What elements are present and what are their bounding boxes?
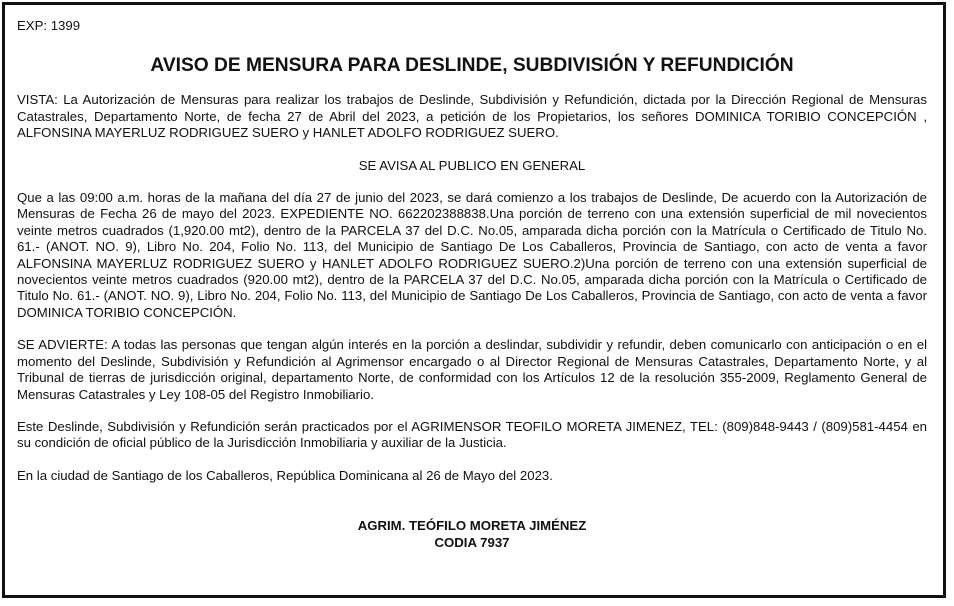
expedient-number: EXP: 1399 <box>17 18 81 33</box>
signature-block <box>17 517 927 551</box>
signature-codia: CODIA 7937 <box>434 535 510 551</box>
public-notice-heading: SE AVISA AL PUBLICO EN GENERAL <box>358 157 586 173</box>
warning-paragraph: SE ADVIERTE: A todas las personas que tengan algún interés en la porción a deslindar, subdividir y refundir, deben comunicarlo con anticipación o en el momento del Deslinde, Subdivisión y Refundición al Agrimensor encargado o al Director Regional de Mensuras Catastrales, Departamento Norte, y al Tribunal de tierras de jurisdicción original, departamento Norte, de conformidad con los Artículos 12 de la resolución 355-2009, Reglamento General de Mensuras Catastrales y Ley 108-05 del Registro Inmobiliario. <box>17 337 927 402</box>
surveyor-paragraph: Este Deslinde, Subdivisión y Refundición serán practicados por el AGRIMENSOR TEOFILO MORETA JIMENEZ, TEL: (809)848-9443 / (809)581-4454 en su condición de oficial público de la Jurisdicción Inmobiliaria y auxiliar de la Justicia. <box>17 418 927 451</box>
vista-paragraph: VISTA: La Autorización de Mensuras para realizar los trabajos de Deslinde, Subdivisión y Refundición, dictada por la Dirección Regional de Mensuras Catastrales, Departamento Norte, de fecha 27 de Abril del 2023, a petición de los Propietarios, los señores DOMINICA TORIBIO CONCEPCIÓN , ALFONSINA MAYERLUZ RODRIGUEZ SUERO y HANLET ADOLFO RODRIGUEZ SUERO. <box>17 92 927 141</box>
notice-body <box>17 18 927 551</box>
date-place-paragraph: En la ciudad de Santiago de los Caballeros, República Dominicana al 26 de Mayo del 2023. <box>17 467 553 483</box>
signature-name: AGRIM. TEÓFILO MORETA JIMÉNEZ <box>357 518 587 534</box>
works-paragraph: Que a las 09:00 a.m. horas de la mañana del día 27 de junio del 2023, se dará comienzo a los trabajos de Deslinde, De acuerdo con la Autorización de Mensuras de Fecha 26 de mayo del 2023. EXPEDIENTE NO. 662202388838.Una porción de terreno con una extensión superficial de mil novecientos veinte metros cuadrados (1,920.00 mt2), dentro de la PARCELA 37 del D.C. No.05, amparada dicha porción con la Matrícula o Certificado de Titulo No. 61.- (ANOT. NO. 9), Libro No. 204, Folio No. 113, del Municipio de Santiago De Los Caballeros, Provincia de Santiago, con acto de venta a favor ALFONSINA MAYERLUZ RODRIGUEZ SUERO y HANLET ADOLFO RODRIGUEZ SUERO.2)Una porción de terreno con una extensión superficial de novecientos veinte metros cuadrados (920.00 mt2), dentro de la PARCELA 37 del D.C. No.05, amparada dicha porción con la Matrícula o Certificado de Titulo No. 61.- (ANOT. NO. 9), Libro No. 204, Folio No. 113, del Municipio de Santiago De Los Caballeros, Provincia de Santiago, con acto de venta a favor DOMINICA TORIBIO CONCEPCIÓN. <box>17 190 927 320</box>
notice-title: AVISO DE MENSURA PARA DESLINDE, SUBDIVISIÓN Y REFUNDICIÓN <box>150 55 794 77</box>
